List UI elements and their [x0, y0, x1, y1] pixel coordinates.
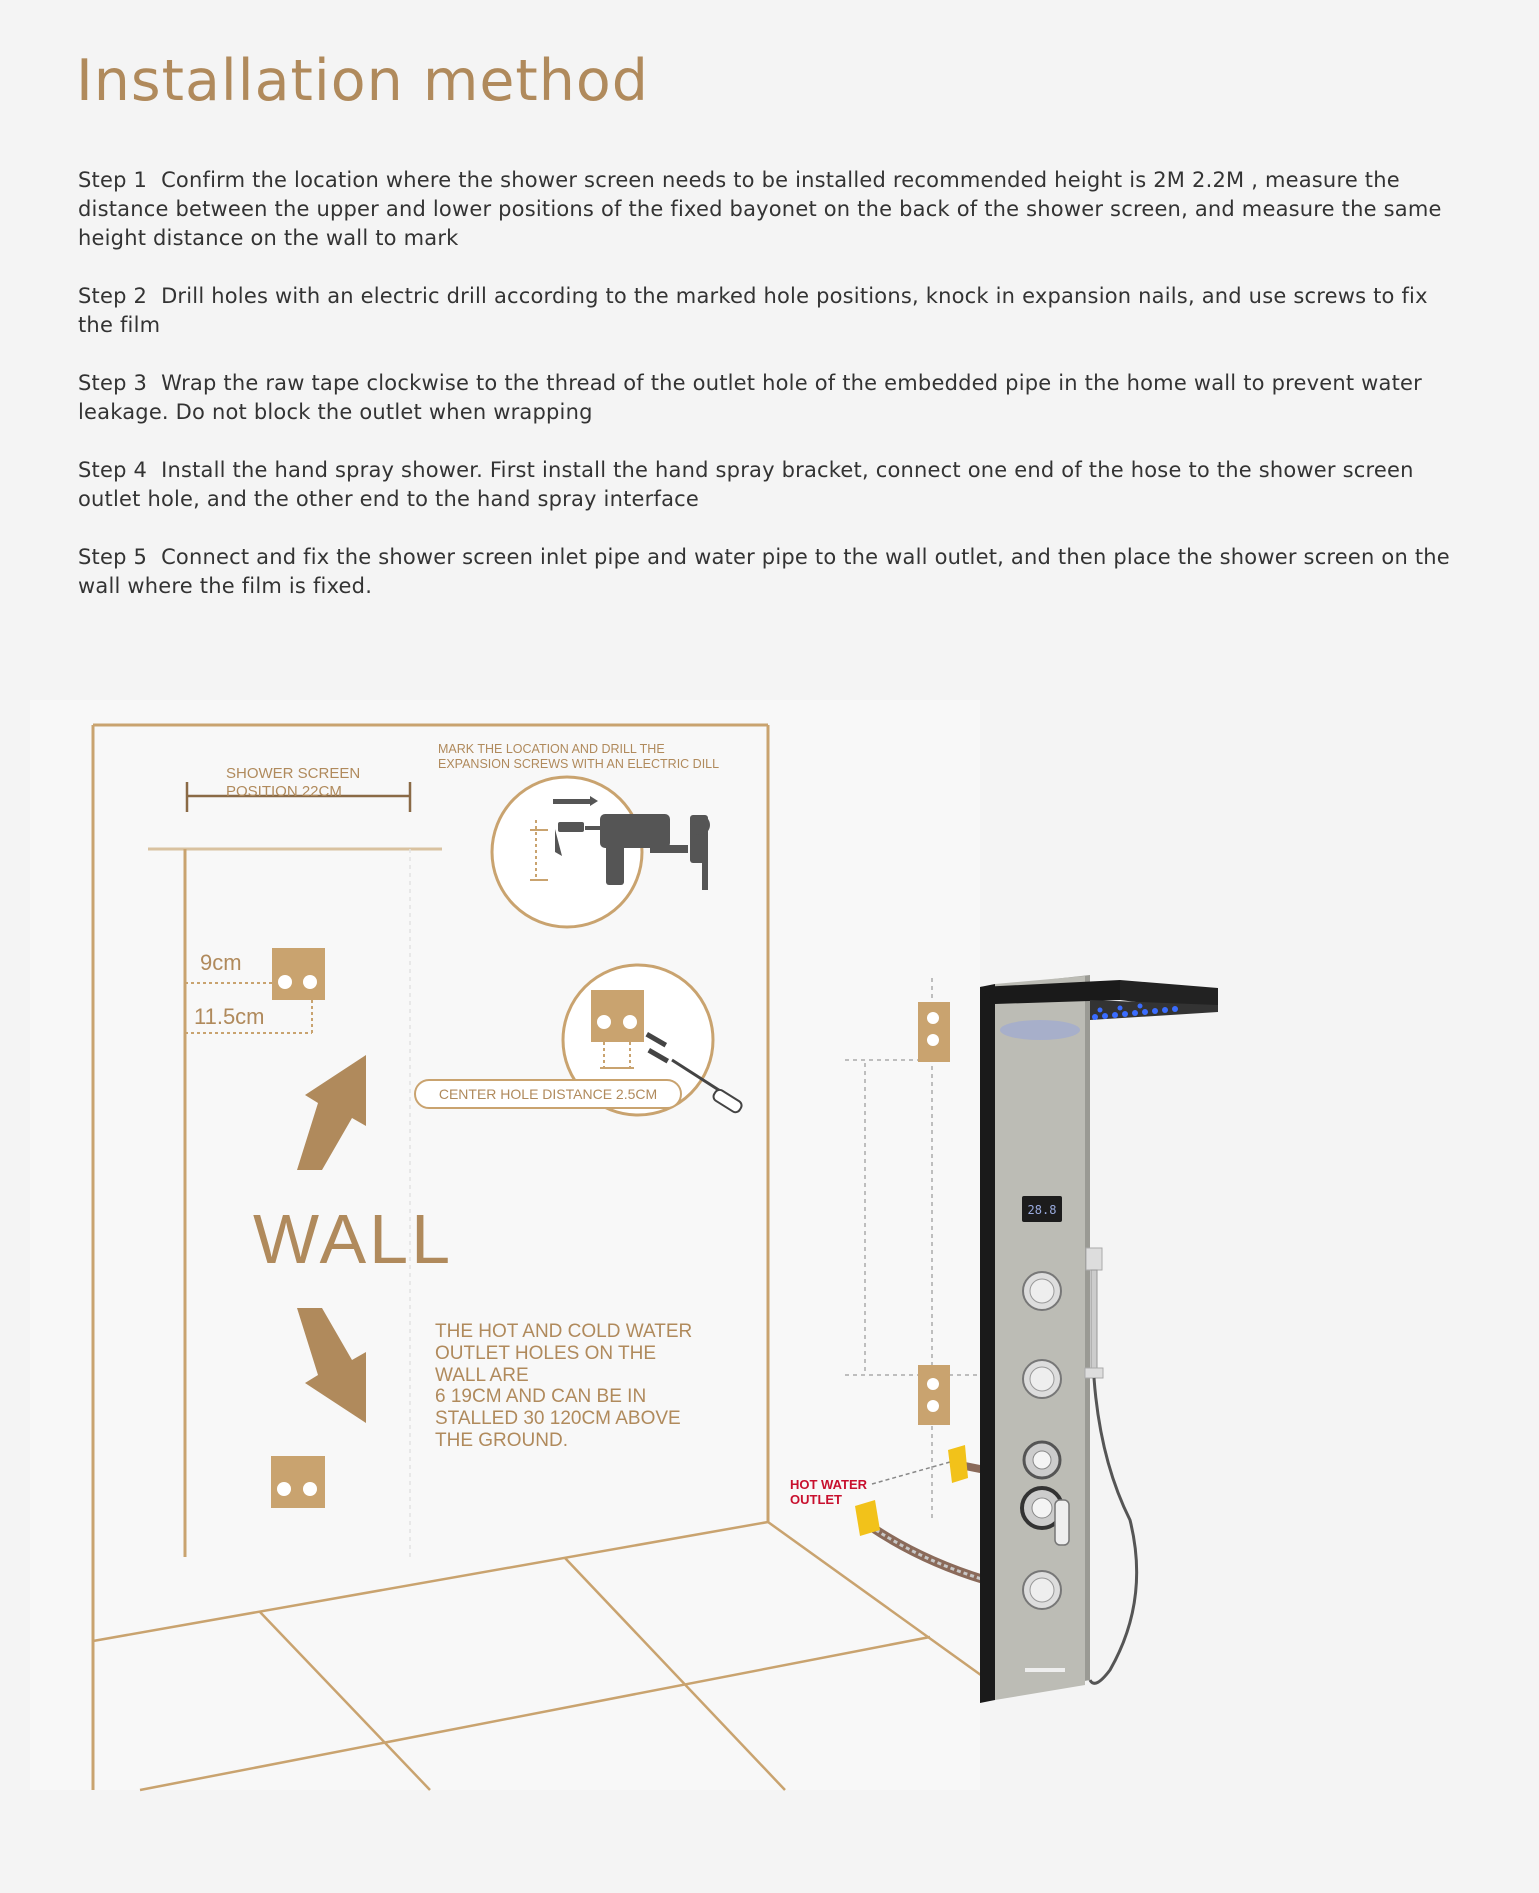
display-readout: 28.8	[1027, 1203, 1057, 1217]
outlet-note-line-1: THE HOT AND COLD WATER	[435, 1321, 693, 1342]
outlet-note-line-5: STALLED 30 120CM ABOVE	[435, 1408, 681, 1429]
step-text: Drill holes with an electric drill according to the marked hole positions, knock in expansion nails, and use screws to fix the film	[78, 284, 1428, 337]
lower-bracket	[271, 1456, 325, 1508]
hot-water-label-1: HOT WATER	[790, 1477, 868, 1492]
panel-slot	[1025, 1668, 1065, 1672]
step-4	[78, 456, 1458, 514]
outlet-note-line-4: 6 19CM AND CAN BE IN	[435, 1386, 647, 1407]
right-lower-bracket	[918, 1365, 950, 1425]
step-text: Install the hand spray shower. First install the hand spray bracket, connect one end of the hose to the shower screen outlet hole, and the other end to the hand spray interface	[78, 458, 1414, 511]
center-hole-label: CENTER HOLE DISTANCE 2.5CM	[438, 1086, 658, 1102]
wall-label: WALL	[253, 1200, 454, 1278]
step-text: Connect and fix the shower screen inlet pipe and water pipe to the wall outlet, and then place the shower screen on the wall where the film is fixed.	[78, 545, 1450, 598]
right-upper-bracket	[918, 1002, 950, 1062]
step-3	[78, 369, 1458, 427]
shower-panel	[980, 975, 1218, 1703]
drill-note-1: MARK THE LOCATION AND DRILL THE	[438, 742, 665, 756]
step-2	[78, 282, 1458, 340]
screen-position-label-2: POSITION 22CM	[226, 783, 342, 800]
drill-note-2: EXPANSION SCREWS WITH AN ELECTRIC DILL	[438, 757, 720, 771]
screen-position-label-1: SHOWER SCREEN	[226, 765, 361, 782]
outlet-note-line-6: THE GROUND.	[435, 1430, 568, 1451]
step-label: Step 2	[78, 284, 148, 308]
step-label: Step 5	[78, 545, 148, 569]
step-1	[78, 166, 1458, 253]
steps-list	[78, 166, 1458, 630]
hand-shower-icon	[1085, 1248, 1137, 1683]
step-label: Step 3	[78, 371, 148, 395]
outlet-note-line-3: WALL ARE	[435, 1365, 529, 1386]
step-5	[78, 543, 1458, 601]
dim-11-5cm-label: 11.5cm	[194, 1004, 265, 1029]
installation-diagram	[0, 700, 1539, 1800]
step-label: Step 4	[78, 458, 148, 482]
step-text: Confirm the location where the shower screen needs to be installed recommended height is 2M 2.2M , measure the distance between the upper and lower positions of the fixed bayonet on the back of the shower screen, and measure the same height distance on the wall to mark	[78, 168, 1442, 250]
hot-water-label-2: OUTLET	[790, 1492, 842, 1507]
page-title: Installation method	[76, 48, 649, 114]
outlet-note-line-2: OUTLET HOLES ON THE	[435, 1343, 657, 1364]
dim-9cm-label: 9cm	[200, 950, 242, 975]
upper-bracket	[272, 948, 325, 1000]
diagram-canvas	[0, 700, 1539, 1800]
step-text: Wrap the raw tape clockwise to the thread of the outlet hole of the embedded pipe in the home wall to prevent water leakage. Do not block the outlet when wrapping	[78, 371, 1422, 424]
step-label: Step 1	[78, 168, 148, 192]
